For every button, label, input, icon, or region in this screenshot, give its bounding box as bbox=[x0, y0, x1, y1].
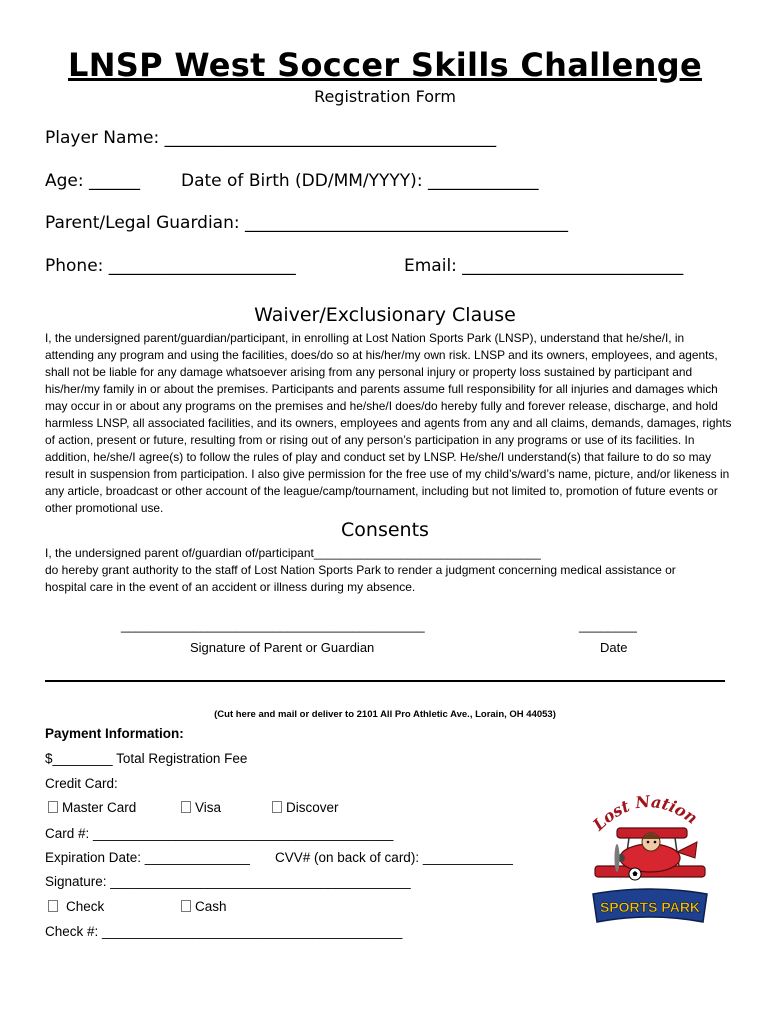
consent-line-2: do hereby grant authority to the staff of Lost Nation Sports Park to render a judgment concerning medical assistance or bbox=[45, 563, 676, 577]
lost-nation-logo bbox=[565, 786, 725, 936]
guardian-field[interactable]: Parent/Legal Guardian: ______________________________________ bbox=[45, 213, 569, 233]
consent-line-1[interactable]: I, the undersigned parent of/guardian of/participant__________________________________ bbox=[45, 546, 541, 560]
master-card-option[interactable] bbox=[48, 800, 136, 815]
signature-line[interactable]: __________________________________________ bbox=[121, 618, 425, 633]
cvv-field[interactable]: CVV# (on back of card): ____________ bbox=[275, 850, 513, 865]
fee-field[interactable]: $________ Total Registration Fee bbox=[45, 751, 248, 766]
player-name-field[interactable]: Player Name: _______________________________________ bbox=[45, 128, 497, 148]
visa-label: Visa bbox=[195, 800, 222, 815]
visa-checkbox[interactable] bbox=[181, 801, 191, 813]
signature-label: Signature of Parent or Guardian bbox=[190, 640, 375, 655]
credit-card-label: Credit Card: bbox=[45, 776, 118, 791]
check-option[interactable] bbox=[48, 899, 104, 914]
cut-note: (Cut here and mail or deliver to 2101 All Pro Athletic Ave., Lorain, OH 44053) bbox=[214, 709, 556, 720]
check-checkbox[interactable] bbox=[48, 900, 58, 912]
visa-option[interactable] bbox=[181, 800, 221, 815]
cash-label: Cash bbox=[195, 899, 227, 914]
cash-checkbox[interactable] bbox=[181, 900, 191, 912]
discover-label: Discover bbox=[286, 800, 339, 815]
check-label: Check bbox=[66, 899, 105, 914]
dob-field[interactable]: Date of Birth (DD/MM/YYYY): _____________ bbox=[181, 171, 539, 191]
payment-signature-field[interactable]: Signature: ________________________________________ bbox=[45, 874, 411, 889]
consent-line-3: hospital care in the event of an accident or illness during my absence. bbox=[45, 580, 416, 594]
date-label: Date bbox=[600, 640, 628, 655]
logo-graphic bbox=[565, 786, 725, 936]
cut-divider bbox=[45, 680, 725, 682]
phone-field[interactable]: Phone: ______________________ bbox=[45, 256, 296, 276]
email-field[interactable]: Email: __________________________ bbox=[404, 256, 684, 276]
master-card-label: Master Card bbox=[62, 800, 137, 815]
expiration-field[interactable]: Expiration Date: ______________ bbox=[45, 850, 250, 865]
page-title: LNSP West Soccer Skills Challenge bbox=[68, 46, 702, 84]
age-field[interactable]: Age: ______ bbox=[45, 171, 141, 191]
discover-checkbox[interactable] bbox=[272, 801, 282, 813]
discover-option[interactable] bbox=[272, 800, 339, 815]
waiver-heading: Waiver/Exclusionary Clause bbox=[254, 304, 516, 326]
logo-bottom-text: SPORTS PARK bbox=[599, 899, 701, 915]
consents-heading: Consents bbox=[341, 519, 429, 541]
master-card-checkbox[interactable] bbox=[48, 801, 58, 813]
check-number-field[interactable]: Check #: ________________________________________ bbox=[45, 924, 403, 939]
cash-option[interactable] bbox=[181, 899, 227, 914]
logo-top-text: Lost Nation bbox=[589, 791, 702, 835]
date-line[interactable]: ________ bbox=[579, 618, 637, 633]
waiver-text: I, the undersigned parent/guardian/participant, in enrolling at Lost Nation Sports Park (LNSP), understand that he/she/I, in attending any program and using the facilities, does/do so at his/her/my own risk. LNSP and its owners, employees, and agents, shall not be liable for any damage whatsoever arising from any personal injury or property loss sustained by participant and his/her/my family in or about the premises. Participants and parents assume full responsibility for all injuries and damages which may occur in or about any programs on the premises and he/she/I does/do hereby fully and forever release, discharge, and hold harmless LNSP, all associated facilities, and its owners, employees and agents from any and all claims, demands, damages, rights of action, present or future, resulting from or rising out of any person’s participation in any programs or use of its facilities. In addition, he/she/I agree(s) to follow the rules of play and conduct set by LNSP. He/she/I understand(s) that failure to do so may result in suspension from participation. I also give permission for the free use of my child’s/ward’s name, picture, and/or likeness in any article, broadcast or other account of the league/camp/tournament, including but not limited to, promotion of future events or other promotional use. bbox=[45, 331, 732, 515]
page-subtitle: Registration Form bbox=[314, 87, 456, 106]
payment-heading: Payment Information: bbox=[45, 726, 184, 741]
card-number-field[interactable]: Card #: ________________________________________ bbox=[45, 826, 394, 841]
